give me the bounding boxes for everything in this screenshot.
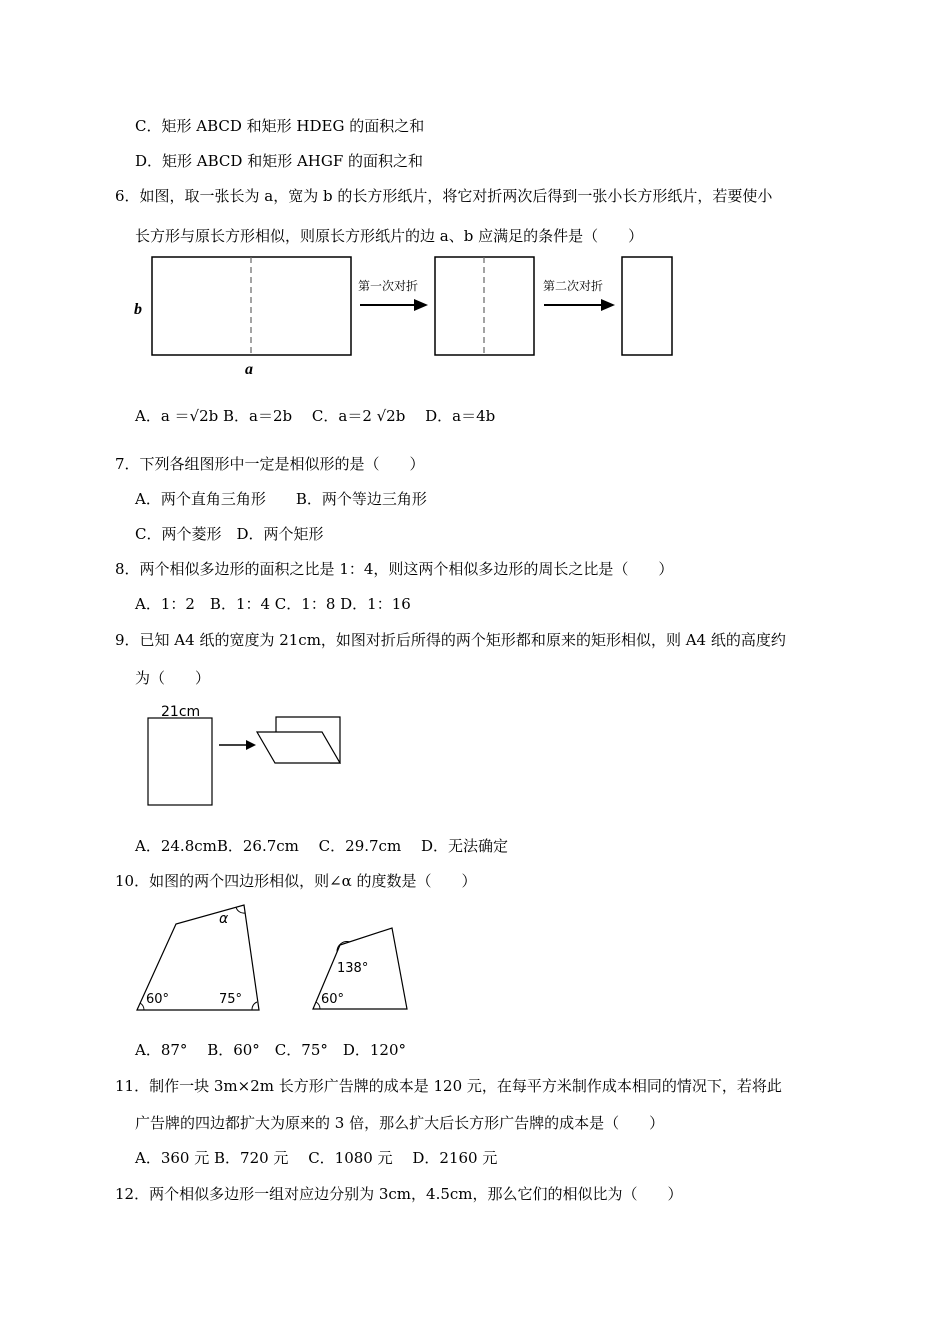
q6-arrow1-label: 第一次对折 xyxy=(358,279,419,293)
q12-stem: 12．两个相似多边形一组对应边分别为 3cm，4.5cm，那么它们的相似比为（ ） xyxy=(115,1185,683,1203)
q8-stem: 8．两个相似多边形的面积之比是 1：4，则这两个相似多边形的周长之比是（ ） xyxy=(115,560,674,578)
q5-option-c: C．矩形 ABCD 和矩形 HDEG 的面积之和 xyxy=(135,117,425,135)
q11-stem-line1: 11．制作一块 3m×2m 长方形广告牌的成本是 120 元，在每平方米制作成本相同的情况下，若将此 xyxy=(115,1077,782,1095)
q5-option-d: D．矩形 ABCD 和矩形 AHGF 的面积之和 xyxy=(135,152,424,170)
q7-stem: 7．下列各组图形中一定是相似形的是（ ） xyxy=(115,455,425,473)
q10-left-angle-60: 60° xyxy=(146,992,170,1007)
q11-stem-line2: 广告牌的四边都扩大为原来的 3 倍，那么扩大后长方形广告牌的成本是（ ） xyxy=(135,1114,665,1132)
q6-arrow2-label: 第二次对折 xyxy=(543,279,604,293)
q10-right-arc-bottom-left xyxy=(316,1002,320,1009)
q7-options-line2: C．两个菱形 D．两个矩形 xyxy=(135,525,324,543)
q10-stem: 10．如图的两个四边形相似，则∠α 的度数是（ ） xyxy=(115,872,477,890)
q10-left-arc-bottom-left xyxy=(140,1003,144,1010)
q9-width-label: 21cm xyxy=(161,704,201,720)
q7-options-line1: A．两个直角三角形 B．两个等边三角形 xyxy=(135,490,427,508)
q10-right-angle-138: 138° xyxy=(337,961,369,976)
q10-right-angle-60: 60° xyxy=(321,992,345,1007)
q10-alpha-label: α xyxy=(219,911,229,927)
q10-options: A．87° B．60° C．75° D．120° xyxy=(135,1041,407,1059)
q11-options: A．360 元 B．720 元 C．1080 元 D．2160 元 xyxy=(135,1149,498,1167)
q9-options: A．24.8cmB．26.7cm C．29.7cm D．无法确定 xyxy=(135,837,508,855)
q6-stem-line1: 6．如图，取一张长为 a，宽为 b 的长方形纸片，将它对折两次后得到一张小长方形纸片，若要使小 xyxy=(115,187,773,205)
q6-options: A．a ＝√2b B．a＝2b C．a＝2 √2b D．a＝4b xyxy=(135,407,496,425)
q10-left-angle-75: 75° xyxy=(219,992,243,1007)
q8-options: A．1：2 B．1：4 C．1：8 D．1：16 xyxy=(135,595,411,613)
q9-stem-line2: 为（ ） xyxy=(135,669,211,687)
q10-left-arc-top xyxy=(236,907,245,913)
q6-label-b: b xyxy=(134,301,142,318)
q10-left-arc-bottom-right xyxy=(252,1002,257,1010)
q6-stem-line2: 长方形与原长方形相似，则原长方形纸片的边 a、b 应满足的条件是（ ） xyxy=(135,227,644,245)
q6-label-a: a xyxy=(245,361,253,378)
q9-stem-line1: 9．已知 A4 纸的宽度为 21cm，如图对折后所得的两个矩形都和原来的矩形相似，则 A4 纸的高度约 xyxy=(115,631,786,649)
